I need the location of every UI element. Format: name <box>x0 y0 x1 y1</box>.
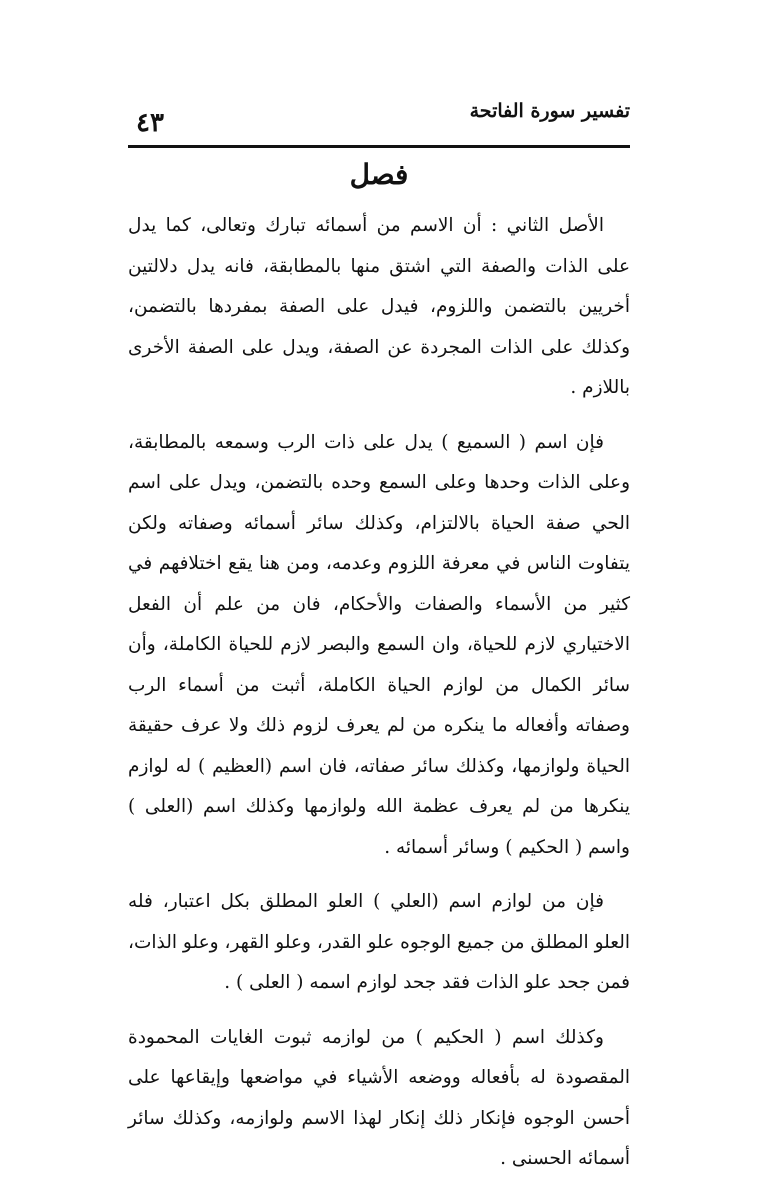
paragraph: فإن اسم ( السميع ) يدل على ذات الرب وسمعه بالمطابقة، وعلى الذات وحدها وعلى السمع وحده بالتضمن، ويدل على اسم الحي صفة الحياة بالالتزام، وكذلك سائر أسمائه وصفاته ولكن يتفاوت الناس في معرفة اللزوم وعدمه، ومن هنا يقع اختلافهم في كثير من الأسماء والصفات والأحكام، فان من علم أن الفعل الاختياري لازم للحياة، وان السمع والبصر لازم للحياة الكاملة، وأن سائر الكمال من لوازم الحياة الكاملة، أثبت من أسماء الرب وصفاته وأفعاله ما ينكره من لم يعرف لزوم ذلك ولا عرف حقيقة الحياة ولوازمها، وكذلك سائر صفاته، فان اسم (العظيم ) له لوازم ينكرها من لم يعرف عظمة الله ولوازمها وكذلك اسم (العلى ) واسم ( الحكيم ) وسائر أسمائه . <box>128 431 630 858</box>
body-text <box>128 206 630 1194</box>
header-rule <box>128 145 630 148</box>
book-title: تفسير سورة الفاتحة <box>469 100 630 122</box>
page-number: ٤٣ <box>136 108 164 138</box>
paragraph: وكذلك اسم ( الحكيم ) من لوازمه ثبوت الغايات المحمودة المقصودة له بأفعاله ووضعه الأشياء في مواضعها وإيقاعها على أحسن الوجوه فإنكار ذلك إنكار لهذا الاسم ولوازمه، وكذلك سائر أسمائه الحسنى . <box>128 1026 630 1169</box>
paragraph: فإن من لوازم اسم (العلي ) العلو المطلق بكل اعتبار، فله العلو المطلق من جميع الوجوه علو القدر، وعلو القهر، وعلو الذات، فمن جحد علو الذات فقد جحد لوازم اسمه ( العلى ) . <box>128 891 630 993</box>
running-header <box>128 100 630 144</box>
section-heading: فصل <box>349 158 409 191</box>
paragraph: الأصل الثاني : أن الاسم من أسمائه تبارك وتعالى، كما يدل على الذات والصفة التي اشتق منها بالمطابقة، فانه يدل دلالتين أخريين بالتضمن واللزوم، فيدل على الصفة بمفردها بالتضمن، وكذلك على الذات المجردة عن الصفة، ويدل على الصفة الأخرى باللازم . <box>128 215 630 398</box>
